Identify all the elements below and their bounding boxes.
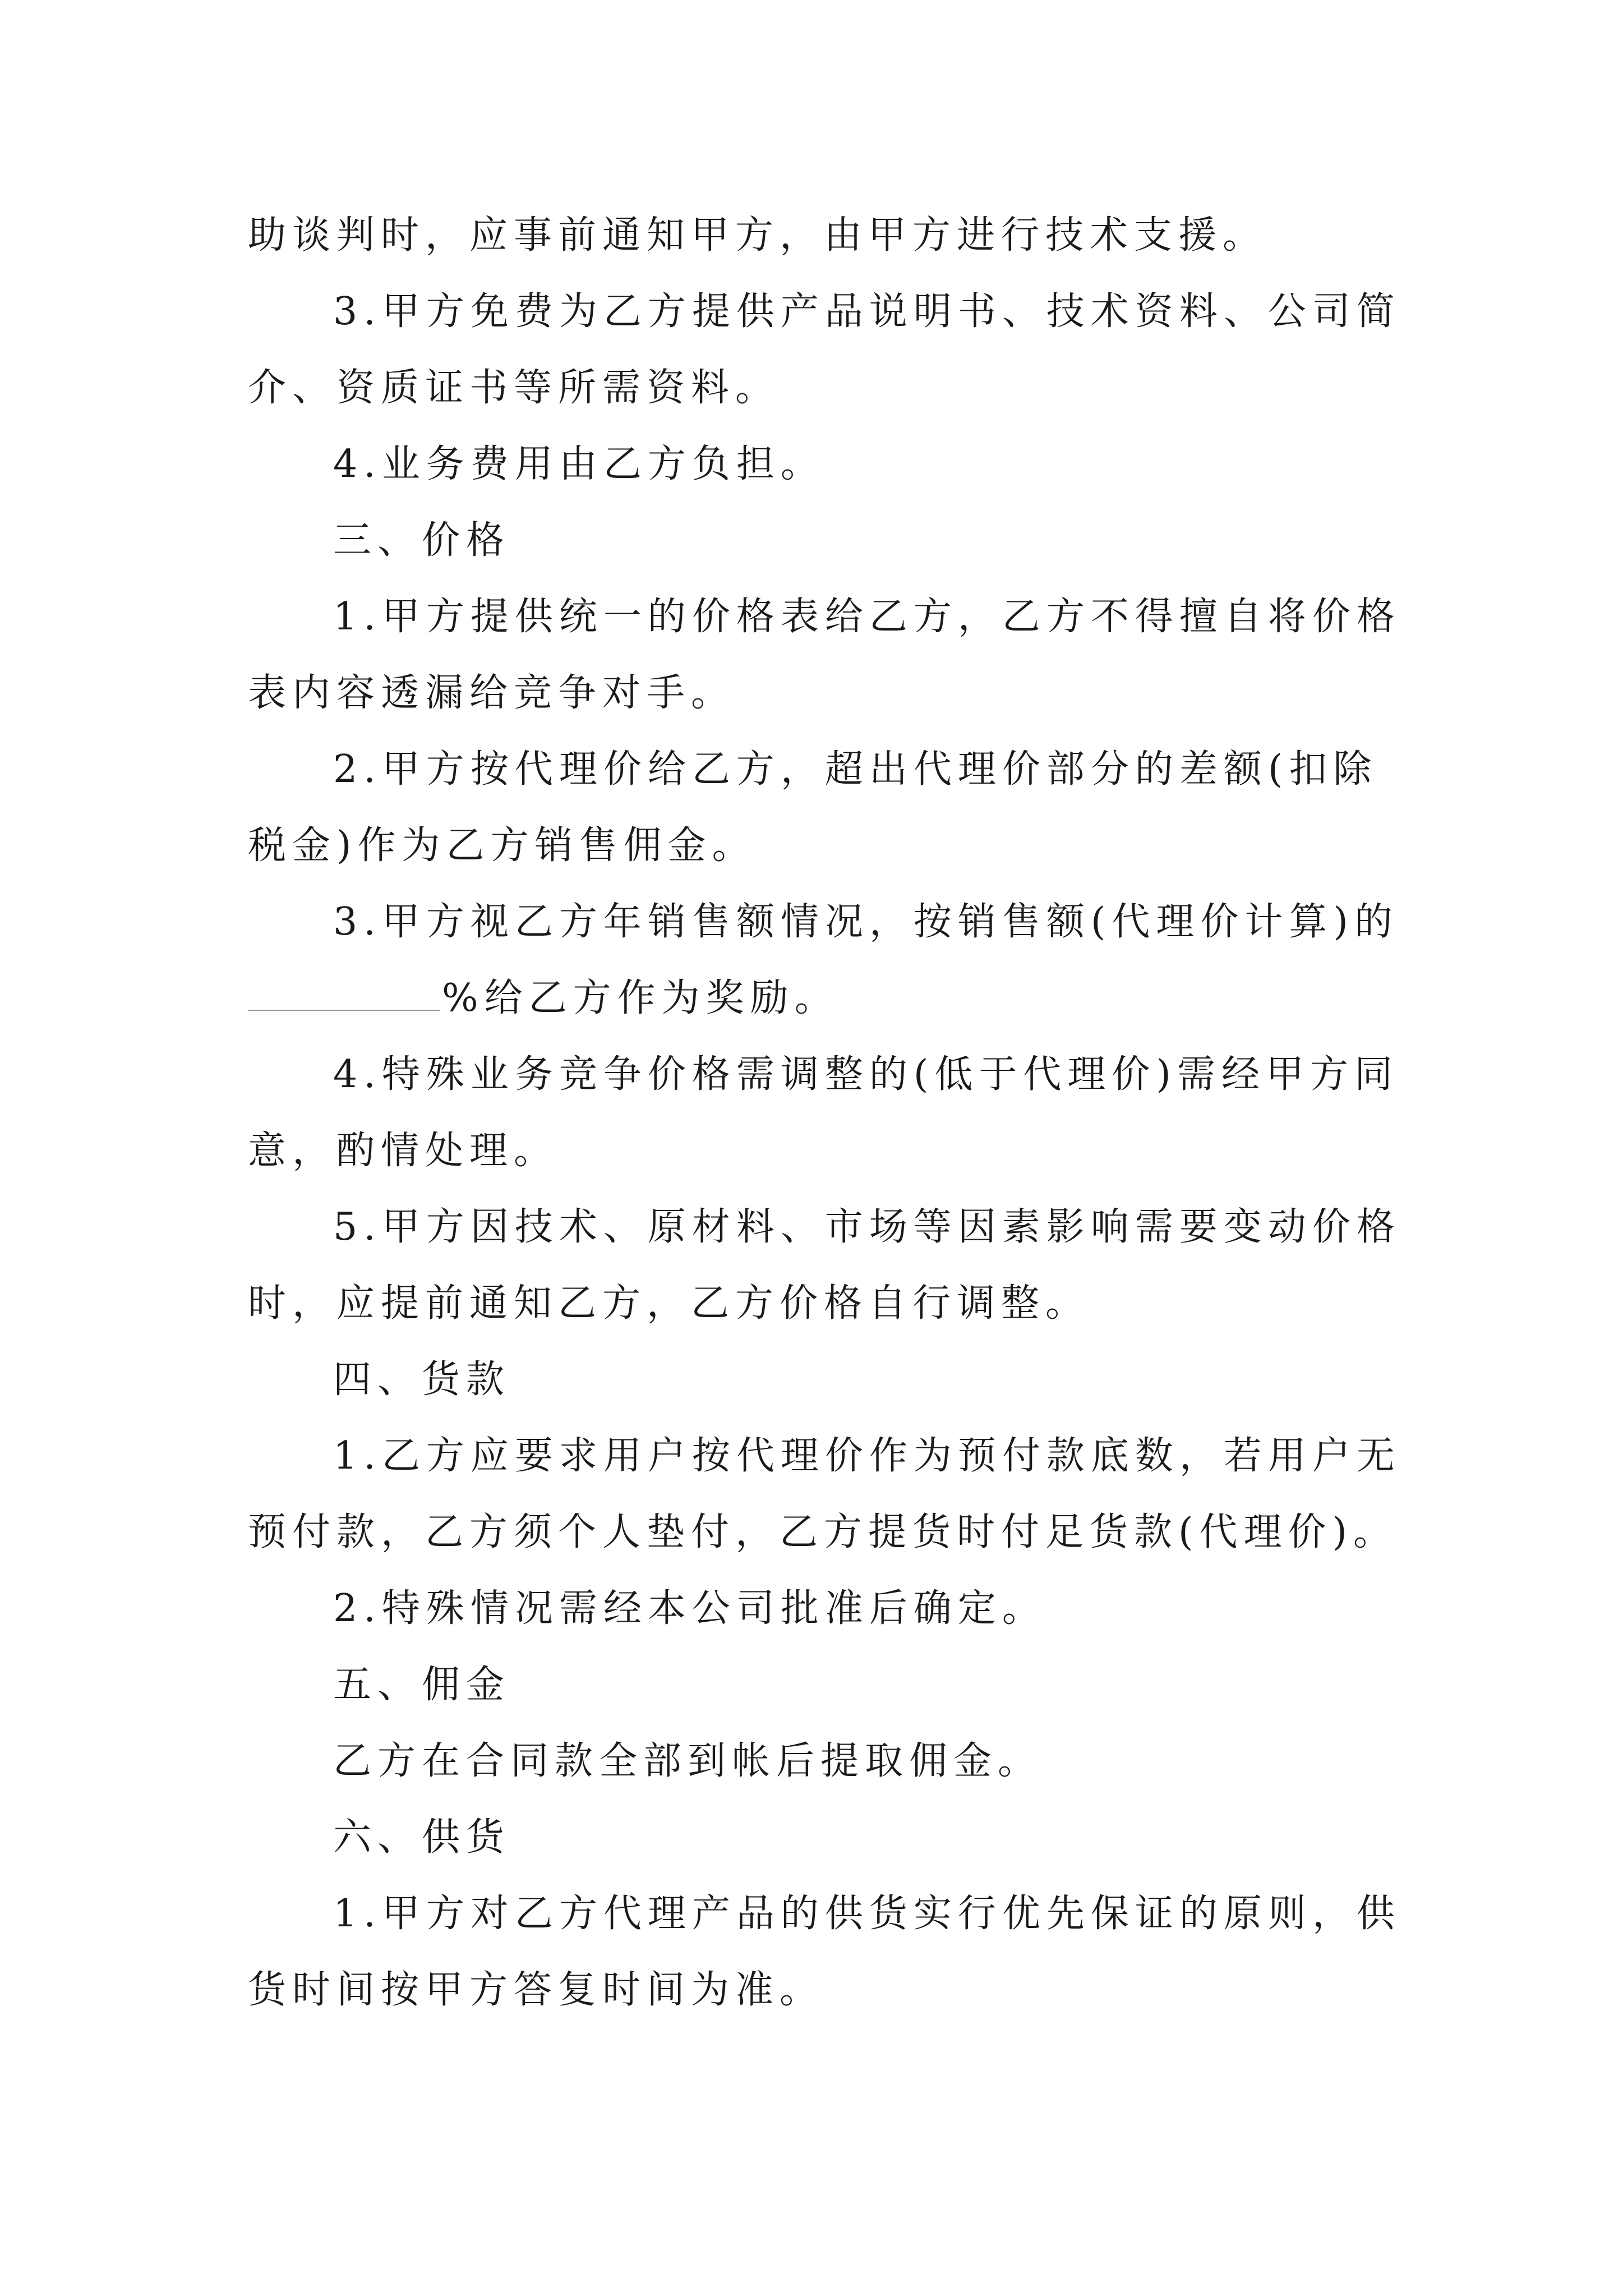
- section-heading: 三、价格: [333, 518, 511, 563]
- document-body: [248, 197, 1401, 2028]
- paragraph-line: 1.乙方应要求用户按代理价作为预付款底数，若用户无: [333, 1434, 1401, 1478]
- paragraph-line: 3.甲方免费为乙方提供产品说明书、技术资料、公司简: [333, 289, 1401, 334]
- section-heading: 四、货款: [333, 1358, 511, 1402]
- section-heading: 五、佣金: [333, 1663, 511, 1707]
- paragraph-line: 4.特殊业务竞争价格需调整的(低于代理价)需经甲方同: [333, 1052, 1399, 1097]
- paragraph-line: 3.甲方视乙方年销售额情况，按销售额(代理价计算)的: [333, 900, 1399, 944]
- paragraph-line: 4.业务费用由乙方负担。: [333, 442, 825, 486]
- paragraph-line: 意，酌情处理。: [248, 1129, 559, 1173]
- paragraph-line: 乙方在合同款全部到帐后提取佣金。: [333, 1739, 1043, 1783]
- paragraph-line: 税金)作为乙方销售佣金。: [248, 823, 757, 868]
- paragraph-line: 1.甲方提供统一的价格表给乙方，乙方不得擅自将价格: [333, 595, 1401, 639]
- paragraph-line: 1.甲方对乙方代理产品的供货实行优先保证的原则，供: [333, 1892, 1401, 1936]
- paragraph-line: 2.甲方按代理价给乙方，超出代理价部分的差额(扣除: [333, 747, 1378, 792]
- paragraph-line: 助谈判时，应事前通知甲方，由甲方进行技术支援。: [248, 213, 1267, 257]
- paragraph-line-text: %给乙方作为奖励。: [442, 976, 839, 1020]
- paragraph-line: 介、资质证书等所需资料。: [248, 366, 780, 410]
- paragraph-line: 预付款，乙方须个人垫付，乙方提货时付足货款(代理价)。: [248, 1510, 1398, 1554]
- paragraph-line-with-blank: [248, 960, 1392, 1037]
- fill-in-blank: [248, 965, 440, 1011]
- paragraph-line: 表内容透漏给竞争对手。: [248, 671, 736, 715]
- paragraph-line: 2.特殊情况需经本公司批准后确定。: [333, 1586, 1046, 1631]
- section-heading: 六、供货: [333, 1815, 511, 1860]
- paragraph-line: 货时间按甲方答复时间为准。: [248, 1968, 824, 2012]
- paragraph-line: 时，应提前通知乙方，乙方价格自行调整。: [248, 1281, 1090, 1326]
- paragraph-line: 5.甲方因技术、原材料、市场等因素影响需要变动价格: [333, 1205, 1401, 1249]
